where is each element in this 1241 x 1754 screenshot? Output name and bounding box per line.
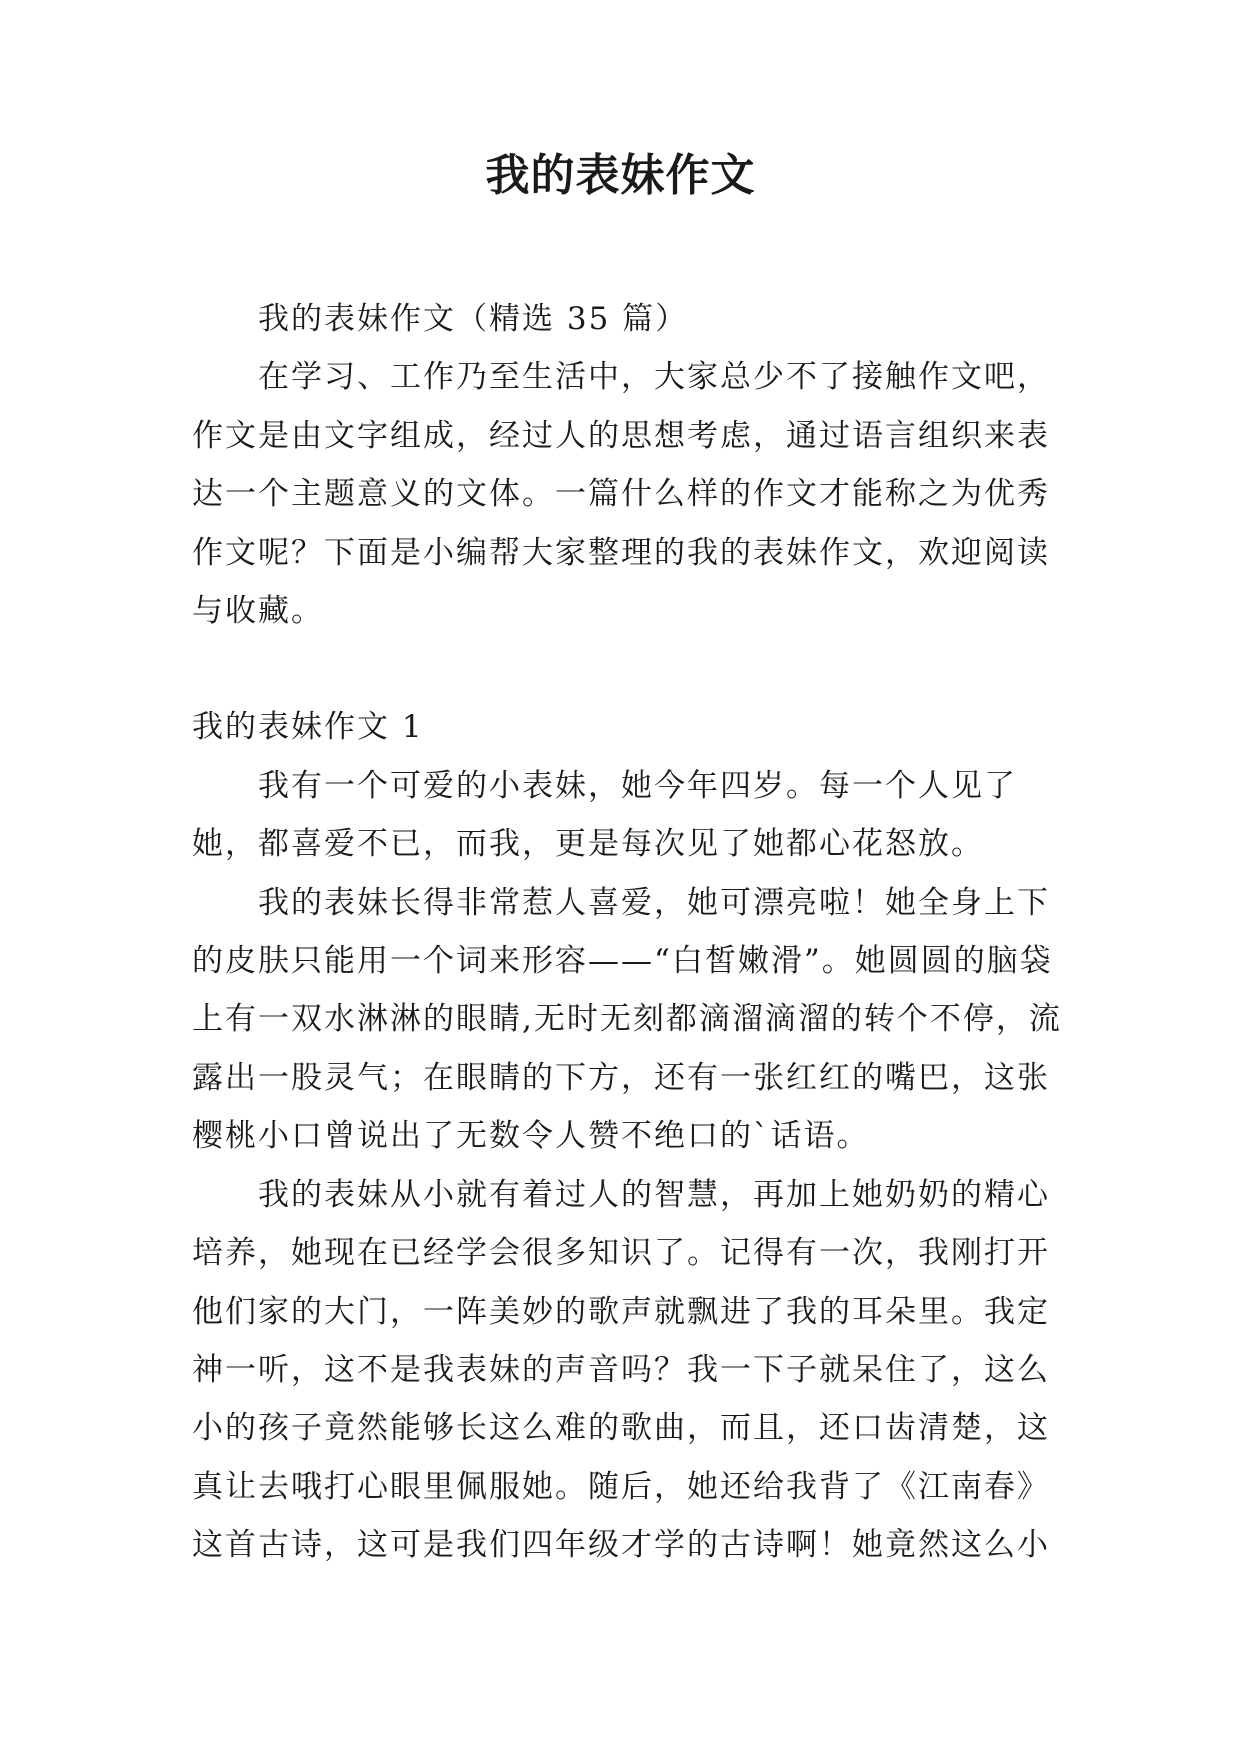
intro-paragraph: 在学习、工作乃至生活中，大家总少不了接触作文吧，作文是由文字组成，经过人的思想考虑，通过语言组织来表达一个主题意义的文体。一篇什么样的作文才能称之为优秀作文呢？下面是小编帮大家整理的我的表妹作文，欢迎阅读与收藏。 — [192, 359, 1050, 630]
body-paragraph: 我的表妹从小就有着过人的智慧，再加上她奶奶的精心培养，她现在已经学会很多知识了。记得有一次，我刚打开他们家的大门，一阵美妙的歌声就飘进了我的耳朵里。我定神一听，这不是我表妹的声音吗？我一下子就呆住了，这么小的孩子竟然能够长这么难的歌曲，而且，还口齿清楚，这真让去哦打心眼里佩服她。随后，她还给我背了《江南春》这首古诗，这可是我们四年级才学的古诗啊！她竟然这么小 — [192, 1176, 1050, 1564]
body-paragraph: 我有一个可爱的小表妹，她今年四岁。每一个人见了她，都喜爱不已，而我，更是每次见了她都心花怒放。 — [192, 767, 1017, 863]
body-paragraph: 我的表妹长得非常惹人喜爱，她可漂亮啦！她全身上下的皮肤只能用一个词来形容——“白皙嫩滑”。她圆圆的脑袋上有一双水淋淋的眼睛,无时无刻都滴溜滴溜的转个不停，流露出一股灵气；在眼睛的下方，还有一张红红的嘴巴，这张樱桃小口曾说出了无数令人赞不绝口的`话语。 — [192, 884, 1062, 1155]
section-heading: 我的表妹作文 1 — [192, 709, 424, 746]
document-title: 我的表妹作文 — [485, 150, 756, 201]
section-spacer — [192, 640, 1082, 698]
subtitle: 我的表妹作文（精选 35 篇） — [258, 301, 689, 337]
document-body — [192, 290, 1082, 1575]
